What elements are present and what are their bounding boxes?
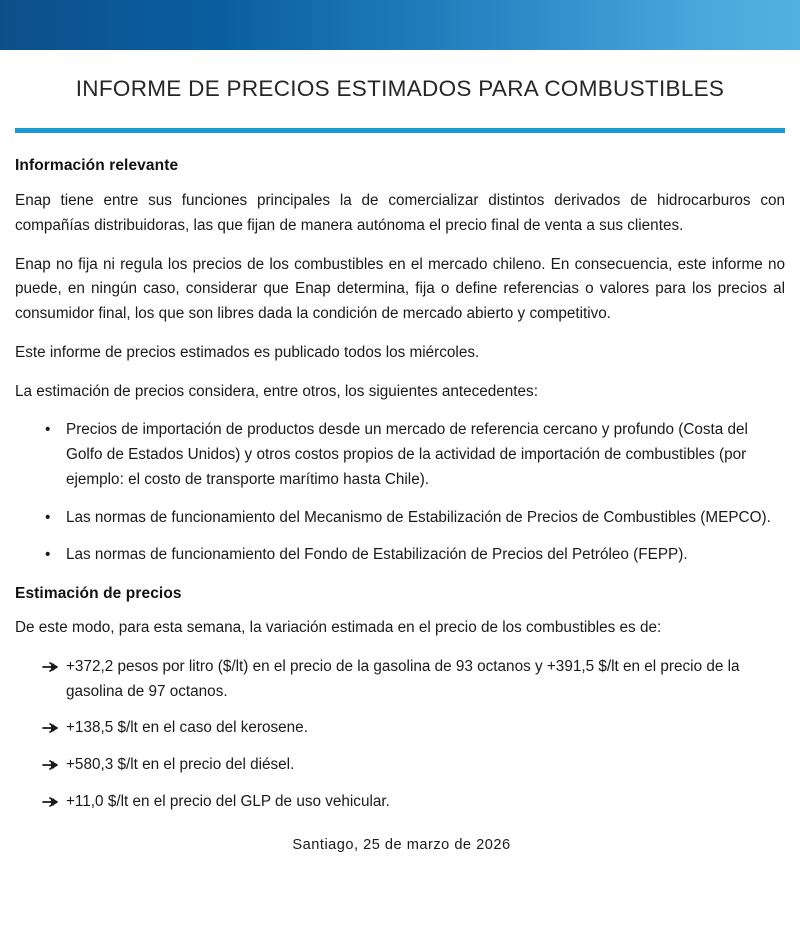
arrow-right-icon (42, 754, 60, 776)
header-gradient-band (0, 0, 800, 50)
title-zone (0, 50, 800, 128)
list-item-text: +372,2 pesos por litro ($/lt) en el precio de la gasolina de 93 octanos y +391,5 $/lt en el precio de la gasolina de 97 octanos. (66, 657, 740, 700)
list-item-text: +138,5 $/lt en el caso del kerosene. (66, 719, 308, 737)
list-item-text: Precios de importación de productos desde un mercado de referencia cercano y profundo (Costa del Golfo de Estados Unidos) y otros costos propios de la actividad de importación de combustibles (por ejemplo: el costo de transporte marítimo hasta Chile). (66, 421, 748, 488)
paragraph-estimation-considers: La estimación de precios considera, entre otros, los siguientes antecedentes: (15, 382, 538, 400)
list-item (15, 753, 788, 778)
list-item (15, 506, 788, 531)
list-item-text: +580,3 $/lt en el precio del diésel. (66, 756, 295, 774)
section-heading-price-estimation: Estimación de precios (15, 585, 182, 603)
section-heading-relevant-info: Información relevante (15, 157, 179, 174)
list-item (15, 543, 788, 568)
paragraph-publication-schedule: Este informe de precios estimados es publicado todos los miércoles. (15, 343, 480, 361)
bullet-dot-icon: • (45, 508, 51, 526)
list-item-text: Las normas de funcionamiento del Fondo de Estabilización de Precios del Petróleo (FEPP). (66, 546, 688, 564)
list-item-text: Las normas de funcionamiento del Mecanismo de Estabilización de Precios de Combustibles (MEPCO). (66, 508, 771, 526)
page-title: INFORME DE PRECIOS ESTIMADOS PARA COMBUSTIBLES (75, 76, 725, 101)
arrow-right-icon (42, 717, 60, 739)
footer-date: Santiago, 25 de marzo de 2026 (292, 836, 511, 853)
bullet-dot-icon: • (45, 546, 51, 564)
list-item (15, 790, 788, 815)
arrow-right-icon (42, 791, 60, 813)
list-item (15, 655, 788, 705)
paragraph-enap-no-regulation: Enap no fija ni regula los precios de los combustibles en el mercado chileno. En consecuencia, este informe no puede, en ningún caso, considerar que Enap determina, fija o define referencias o valores para los precios al consumidor final, los que son libres dada la condición de mercado abierto y competitivo. (15, 255, 785, 323)
antecedents-bullet-list (15, 418, 788, 568)
document-body (0, 133, 800, 853)
price-variation-list (15, 655, 788, 815)
list-item (15, 716, 788, 741)
list-item (15, 418, 788, 492)
bullet-dot-icon: • (45, 421, 51, 439)
paragraph-enap-functions: Enap tiene entre sus funciones principales la de comercializar distintos derivados de hidrocarburos con compañías distribuidoras, las que fijan de manera autónoma el precio final de venta a sus clientes. (15, 192, 785, 234)
list-item-text: +11,0 $/lt en el precio del GLP de uso vehicular. (66, 793, 390, 811)
paragraph-weekly-variation-intro: De este modo, para esta semana, la variación estimada en el precio de los combustibles es de: (15, 619, 662, 637)
arrow-right-icon (42, 656, 60, 678)
